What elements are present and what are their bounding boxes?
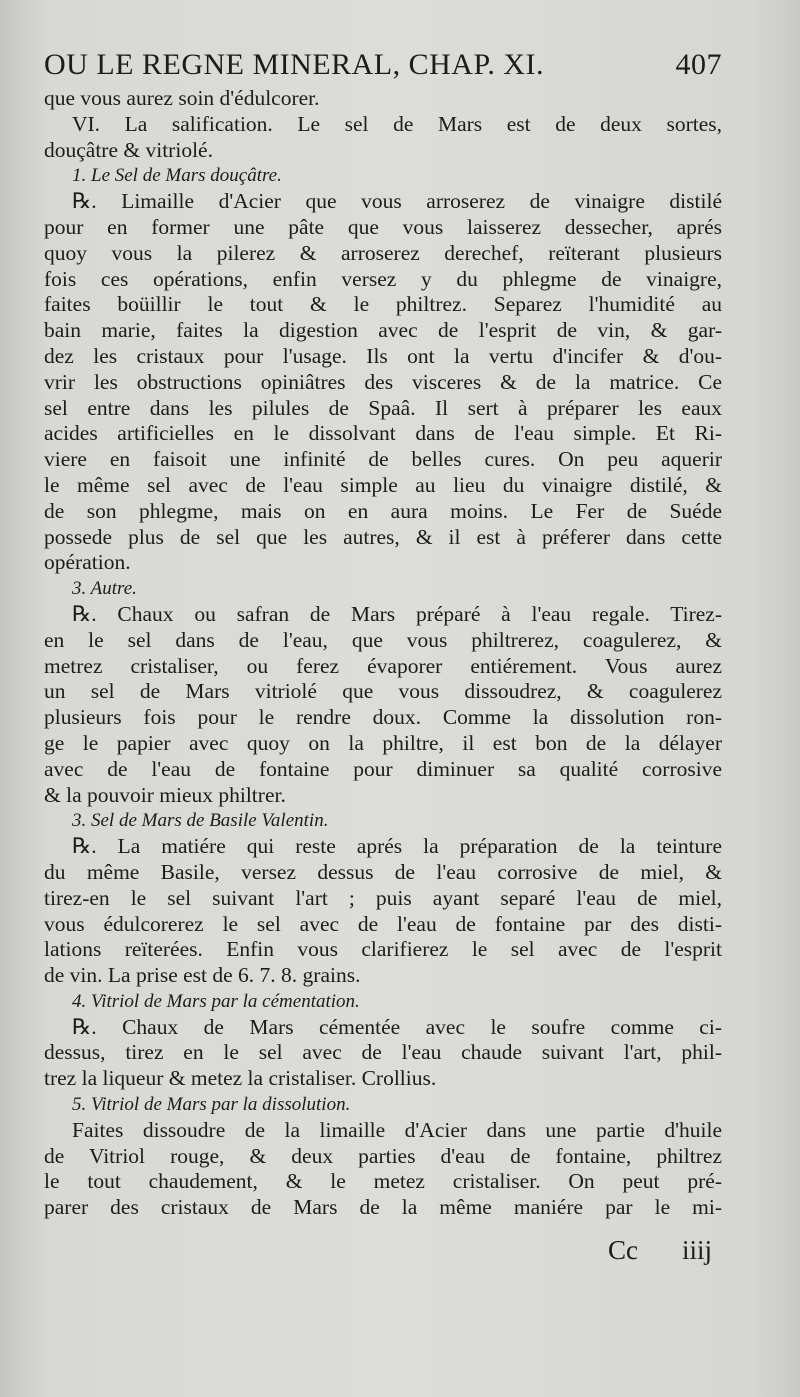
text-line: metrez cristaliser, ou ferez évaporer entiérement. Vous aurez (44, 653, 722, 678)
section-heading: 5. Vitriol de Mars par la dissolution. (72, 1094, 351, 1116)
text-line: en le sel dans de l'eau, que vous philtrerez, coagulerez, & (44, 627, 722, 652)
text-line: de vin. La prise est de 6. 7. 8. grains. (44, 963, 361, 988)
text-line: le même sel avec de l'eau simple au lieu du vinaigre distilé, & (44, 472, 722, 497)
text-line: que vous aurez soin d'édulcorer. (44, 86, 320, 110)
text-line: acides artificielles en le dissolvant dans de l'eau simple. Et Ri- (44, 421, 722, 446)
section-heading: 3. Autre. (72, 578, 137, 600)
running-title: OU LE REGNE MINERAL, CHAP. XI. (44, 48, 544, 81)
section-heading: 3. Sel de Mars de Basile Valentin. (72, 810, 329, 832)
text-line: & la pouvoir mieux philtrer. (44, 782, 286, 807)
text-line: fois ces opérations, enfin versez y du phlegme de vinaigre, (44, 266, 722, 291)
text-line: dez les cristaux pour l'usage. Ils ont la vertu d'incifer & d'ou- (44, 343, 722, 368)
text-line: vous édulcorerez le sel avec de l'eau de fontaine par des disti- (44, 911, 722, 936)
signature-mark: Cc (607, 1235, 638, 1266)
section-heading: 4. Vitriol de Mars par la cémentation. (72, 990, 360, 1012)
text-line: ge le papier avec quoy on la philtre, il est bon de la délayer (44, 730, 722, 755)
text-line: du même Basile, versez dessus de l'eau corrosive de miel, & (44, 859, 722, 884)
page-header (44, 48, 722, 82)
text-line: le tout chaudement, & le metez cristaliser. On peut pré- (44, 1169, 722, 1194)
text-line: bain marie, faites la digestion avec de l'esprit de vin, & gar- (44, 318, 722, 343)
text-line: tirez-en le sel suivant l'art ; puis ayant separé l'eau de miel, (44, 885, 722, 910)
text-line: ℞. La matiére qui reste aprés la préparation de la teinture (72, 834, 722, 859)
text-line: VI. La salification. Le sel de Mars est de deux sortes, (72, 111, 722, 136)
signature-number: iiij (681, 1235, 712, 1266)
text-line: douçâtre & vitriolé. (44, 137, 213, 162)
text-line: ℞. Chaux de Mars cémentée avec le soufre comme ci- (72, 1014, 722, 1039)
text-line: Faites dissoudre de la limaille d'Acier dans une partie d'huile (72, 1117, 722, 1142)
text-line: avec de l'eau de fontaine pour diminuer sa qualité corrosive (44, 756, 722, 781)
text-line: dessus, tirez en le sel avec de l'eau chaude suivant l'art, phil- (44, 1040, 722, 1065)
text-line: parer des cristaux de Mars de la même maniére par le mi- (44, 1195, 722, 1220)
page-number: 407 (675, 48, 722, 81)
text-line: pour en former une pâte que vous laisserez dessecher, aprés (44, 214, 722, 239)
section-heading: 1. Le Sel de Mars douçâtre. (72, 165, 282, 187)
text-line: plusieurs fois pour le rendre doux. Comme la dissolution ron- (44, 705, 722, 730)
text-line: ℞. Limaille d'Acier que vous arroserez de vinaigre distilé (72, 189, 722, 214)
text-line: sel entre dans les pilules de Spaâ. Il sert à préparer les eaux (44, 395, 722, 420)
text-line: de son phlegme, mais on en aura moins. Le Fer de Suéde (44, 498, 722, 523)
text-line: opération. (44, 550, 131, 575)
text-line: trez la liqueur & metez la cristaliser. Crollius. (44, 1066, 437, 1091)
body-text (44, 86, 722, 1221)
text-line: ℞. Chaux ou safran de Mars préparé à l'eau regale. Tirez- (72, 601, 722, 626)
text-line: possede plus de sel que les autres, & il est à préferer dans cette (44, 524, 722, 549)
text-line: un sel de Mars vitriolé que vous dissoudrez, & coagulerez (44, 679, 722, 704)
text-line: quoy vous la pilerez & arroserez derechef, reïterant plusieurs (44, 240, 722, 265)
signature-footer (44, 1235, 722, 1266)
text-line: faites boüillir le tout & le philtrez. Separez l'humidité au (44, 292, 722, 317)
text-line: lations reïterées. Enfin vous clarifierez le sel avec de l'esprit (44, 937, 722, 962)
text-line: de Vitriol rouge, & deux parties d'eau de fontaine, philtrez (44, 1143, 722, 1168)
text-line: vrir les obstructions opiniâtres des visceres & de la matrice. Ce (44, 369, 722, 394)
text-line: viere en faisoit une infinité de belles cures. On peu aquerir (44, 447, 722, 472)
